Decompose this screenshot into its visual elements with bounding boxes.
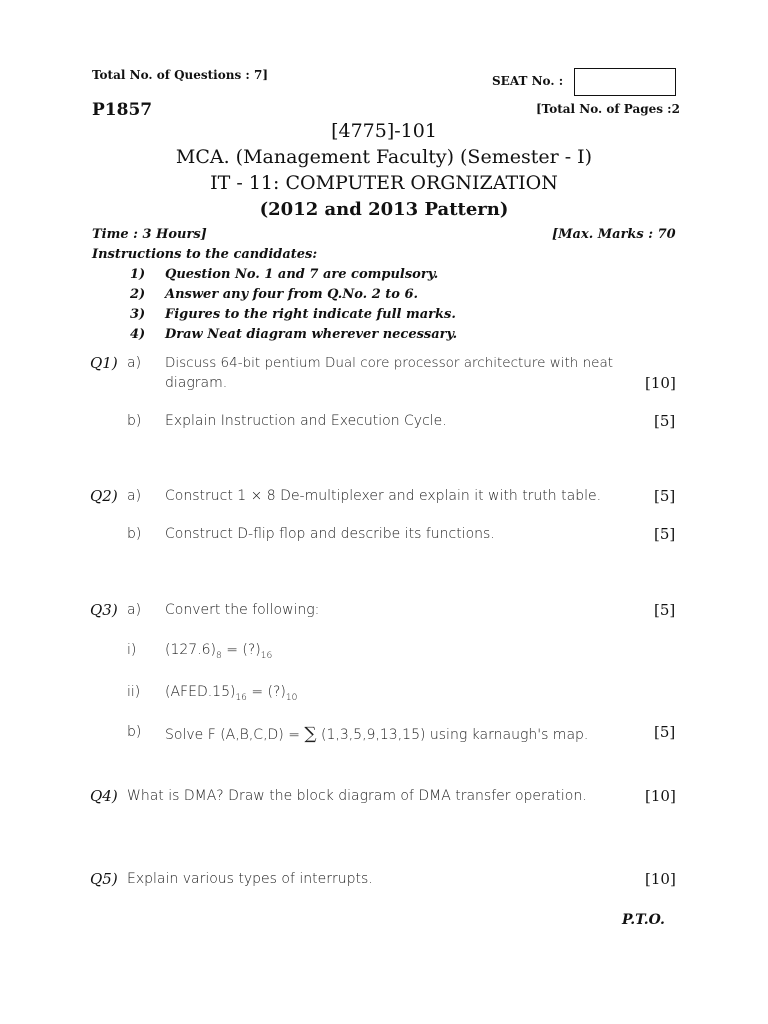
q2-b-text: Construct D-flip flop and describe its functions. — [165, 526, 495, 542]
q3-ii-label: ii) — [127, 684, 141, 700]
q3-i-label: i) — [127, 642, 137, 658]
instruction-text: Draw Neat diagram wherever necessary. — [165, 327, 458, 342]
q4-marks: [10] — [645, 787, 676, 805]
seat-no-box[interactable] — [574, 68, 676, 96]
paper-code: P1857 — [92, 100, 153, 120]
instructions-title: Instructions to the candidates: — [92, 247, 318, 262]
q3-i-eq: = (?) — [221, 642, 261, 658]
pattern-title: (2012 and 2013 Pattern) — [259, 199, 509, 220]
pto-label: P.T.O. — [622, 912, 665, 928]
q3-a-label: a) — [127, 602, 142, 618]
subject-title: IT - 11: COMPUTER ORGNIZATION — [210, 172, 558, 194]
instruction-text: Question No. 1 and 7 are compulsory. — [165, 267, 439, 282]
q1-a-label: a) — [127, 355, 142, 371]
q1-b-text: Explain Instruction and Execution Cycle. — [165, 413, 447, 429]
sigma-symbol: ∑ — [304, 724, 317, 744]
q3-b-text-pre: Solve F (A,B,C,D) = — [165, 727, 300, 743]
q2-b-marks: [5] — [654, 525, 676, 543]
max-marks-label: [Max. Marks : 70 — [552, 227, 676, 242]
q4-text: What is DMA? Draw the block diagram of DMA transfer operation. — [127, 788, 587, 804]
total-pages: [Total No. of Pages :2 — [536, 102, 680, 116]
q3-i-base: 8 — [216, 650, 222, 661]
q3-i-expression — [165, 642, 272, 661]
q3-a-text: Convert the following: — [165, 602, 320, 618]
q3-i-value: (127.6) — [165, 642, 217, 658]
instruction-num: 3) — [130, 307, 146, 322]
q3-ii-expression — [165, 684, 297, 703]
instruction-num: 1) — [130, 267, 146, 282]
q5-marks: [10] — [645, 870, 676, 888]
q4-label: Q4) — [90, 787, 118, 805]
total-questions: Total No. of Questions : 7] — [92, 68, 269, 82]
q2-b-label: b) — [127, 526, 142, 542]
q3-label: Q3) — [90, 601, 118, 619]
course-title: MCA. (Management Faculty) (Semester - I) — [175, 146, 593, 168]
instruction-text: Figures to the right indicate full marks. — [165, 307, 456, 322]
q2-a-label: a) — [127, 488, 142, 504]
q5-label: Q5) — [90, 870, 118, 888]
q2-a-text: Construct 1 × 8 De-multiplexer and explain it with truth table. — [165, 488, 602, 504]
q2-label: Q2) — [90, 487, 118, 505]
exam-code: [4775]-101 — [331, 120, 437, 142]
q1-a-marks: [10] — [645, 374, 676, 392]
q3-ii-eq: = (?) — [246, 684, 286, 700]
q1-b-label: b) — [127, 413, 142, 429]
q1-label: Q1) — [90, 354, 118, 372]
q3-a-marks: [5] — [654, 601, 676, 619]
q3-ii-value: (AFED.15) — [165, 684, 236, 700]
q3-b-text-post: (1,3,5,9,13,15) using karnaugh's map. — [321, 727, 589, 743]
q3-b-label: b) — [127, 724, 142, 740]
q3-b-text — [165, 724, 588, 744]
q3-b-marks: [5] — [654, 723, 676, 741]
q3-ii-target: 10 — [285, 692, 298, 703]
q2-a-marks: [5] — [654, 487, 676, 505]
instruction-num: 4) — [130, 327, 146, 342]
instruction-num: 2) — [130, 287, 146, 302]
seat-no-label: SEAT No. : — [492, 74, 564, 88]
q1-a-text: Discuss 64-bit pentium Dual core processor architecture with neat — [165, 355, 614, 371]
q1-b-marks: [5] — [654, 412, 676, 430]
q3-i-target: 16 — [260, 650, 273, 661]
q3-ii-base: 16 — [235, 692, 247, 703]
time-label: Time : 3 Hours] — [92, 227, 207, 242]
q1-a-text-cont: diagram. — [165, 375, 228, 391]
instruction-text: Answer any four from Q.No. 2 to 6. — [165, 287, 419, 302]
q5-text: Explain various types of interrupts. — [127, 871, 373, 887]
